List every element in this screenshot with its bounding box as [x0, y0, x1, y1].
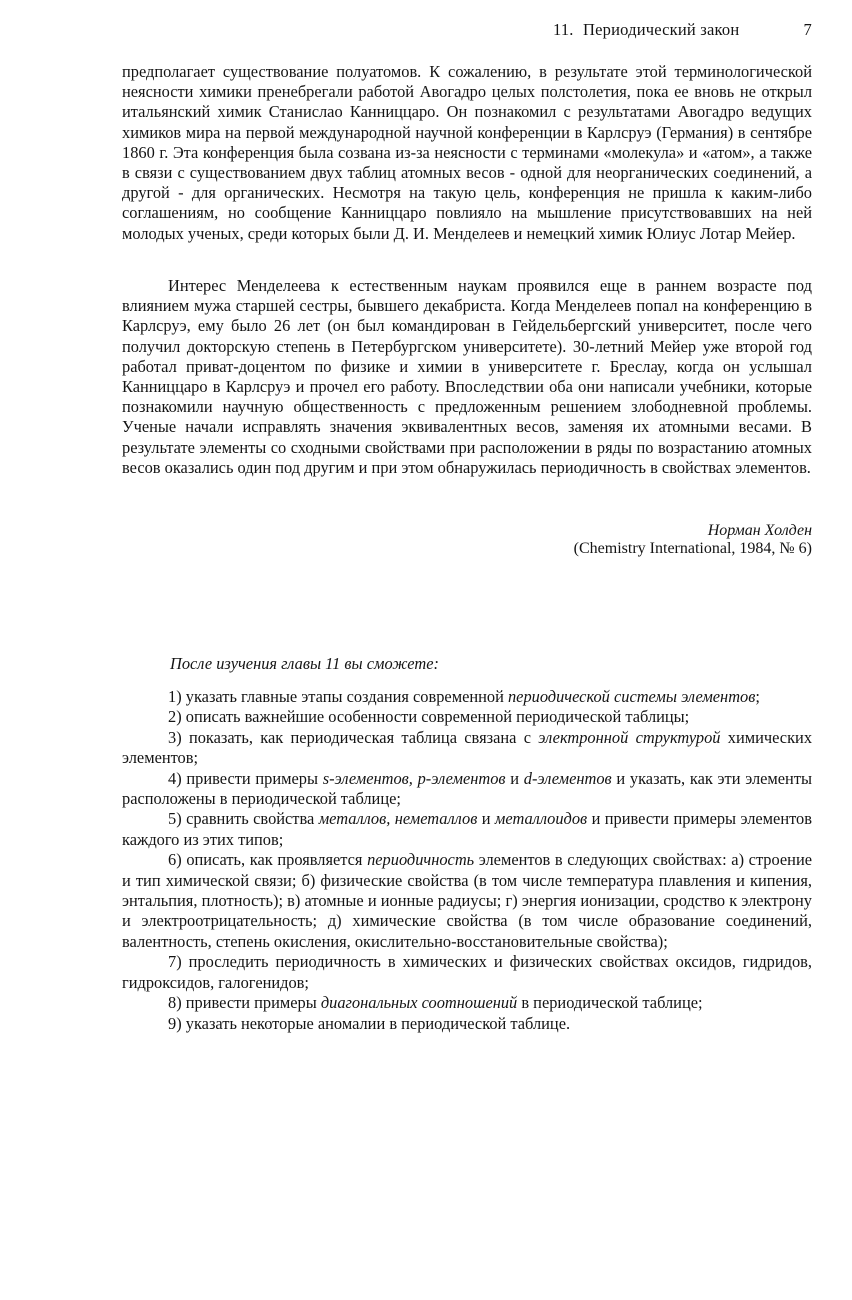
objective-item: 8) привести примеры диагональных соотношений в периодической таблице;: [168, 993, 703, 1013]
objective-item: 7) проследить периодичность в химических и физических свойствах оксидов, гидридов, гидроксидов, галогенидов;: [122, 952, 812, 992]
article-paragraph-1: [122, 62, 812, 244]
citation-source: (Chemistry International, 1984, № 6): [573, 540, 812, 557]
paragraph-text: предполагает существование полуатомов. К сожалению, в результате этой терминологической неясности химики пренебрегали работой Авогадро целых полстолетия, пока ее вновь не открыл итальянский химик Станислао Канниццаро. Он познакомил с результатами Авогадро ведущих химиков мира на первой международной научной конференции в Карлсруэ (Германия) в сентябре 1860 г. Эта конференция была созвана из-за неясности с терминами «молекула» и «атом», а также в связи с существованием двух таблиц атомных весов - одной для неорганических соединений, а другой - для органических. Несмотря на такую цель, конференция не пришла к каким-либо соглашениям, но сообщение Канниццаро повлияло на мышление присутствовавших на ней молодых ученых, среди которых были Д. И. Менделеев и немецкий химик Юлиус Лотар Мейер.: [122, 62, 812, 243]
objectives-list: [122, 687, 812, 1034]
paragraph-text: Интерес Менделеева к естественным наукам проявился еще в раннем возрасте под влиянием мужа старшей сестры, бывшего декабриста. Когда Менделеев попал на конференцию в Карлсруэ, ему было 26 лет (он был командирован в Гейдельбергский университет, после чего получил докторскую степень в Петербургском университете). 30-летний Мейер уже второй год работал приват-доцентом по физике и химии в университете г. Бреслау, когда он услышал Канниццаро в Карлсруэ и прочел его работу. Впоследствии оба они написали учебники, которые познакомили научную общественность с предложенным решением злободневной проблемы. Ученые начали исправлять значения эквивалентных весов, заменяя их атомными весами. В результате элементы со сходными свойствами при расположении в ряды по возрастанию атомных весов оказались один под другим и при этом обнаружилась периодичность в свойствах элементов.: [122, 276, 812, 477]
objective-item: 9) указать некоторые аномалии в периодической таблице.: [168, 1013, 571, 1033]
chapter-number: 11.: [553, 20, 574, 39]
objective-item: 1) указать главные этапы создания современной периодической системы элементов;: [168, 687, 760, 706]
objectives-heading: После изучения главы 11 вы сможете:: [170, 654, 439, 673]
objective-item: 3) показать, как периодическая таблица связана с электронной структурой химических элементов;: [122, 727, 813, 768]
article-paragraph-2: [122, 276, 812, 478]
page-number: 7: [803, 20, 812, 39]
objective-item: 4) привести примеры s-элементов, p-элементов и d-элементов и указать, как эти элементы расположены в периодической таблице;: [122, 768, 812, 809]
objective-item: 2) описать важнейшие особенности современной периодической таблицы;: [168, 707, 690, 727]
objective-item: 6) описать, как проявляется периодичность элементов в следующих свойствах: а) строение и тип химической связи; б) физические свойства (в том числе температура плавления и кипения, энтальпия, плотность); в) атомные и ионные радиусы; г) энергия ионизации, сродство к электрону и электроотрицательность; д) химические свойства (в том числе образование соединений, валентность, степень окисления, окислительно-восстановительные свойства);: [122, 850, 812, 951]
objective-item: 5) сравнить свойства металлов, неметаллов и металлоидов и привести примеры элементов каждого из этих типов;: [122, 809, 812, 849]
author-signature: Норман Холден: [707, 522, 812, 539]
chapter-title: Периодический закон: [583, 20, 740, 39]
